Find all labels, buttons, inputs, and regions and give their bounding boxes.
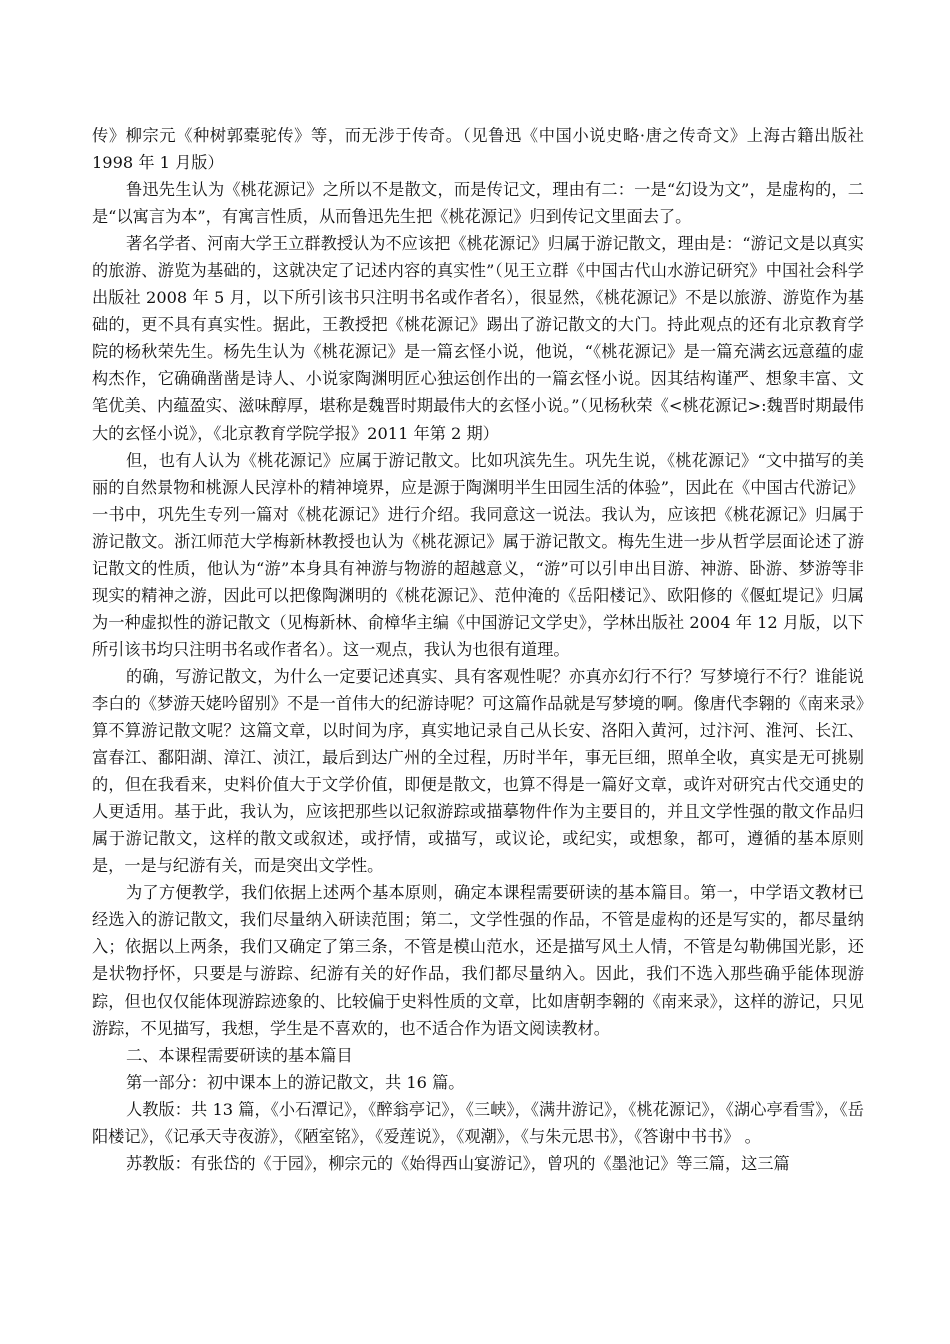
paragraph-3: 著名学者、河南大学王立群教授认为不应该把《桃花源记》归属于游记散文，理由是：“游记文是以真实的旅游、游览为基础的，这就决定了记述内容的真实性”（见王立群《中国古代山水游记研究》中国社会科学出版社 2008 年 5 月，以下所引该书只注明书名或作者名），很显然，《桃花源记》不是以旅游、游览作为基础的，更不具有真实性。据此，王教授把《桃花源记》踢出了游记散文的大门。持此观点的还有北京教育学院的杨秋荣先生。杨先生认为《桃花源记》是一篇玄怪小说，他说，“《桃花源记》是一篇充满玄远意蕴的虚构杰作，它确确凿凿是诗人、小说家陶渊明匠心独运创作出的一篇玄怪小说。因其结构谨严、想象丰富、文笔优美、内蕴盈实、滋味醇厚，堪称是魏晋时期最伟大的玄怪小说。”（见杨秋荣《<桃花源记>:魏晋时期最伟大的玄怪小说》，《北京教育学院学报》2011 年第 2 期） [92,234,864,443]
paragraph-5: 的确，写游记散文，为什么一定要记述真实、具有客观性呢？亦真亦幻行不行？写梦境行不行？谁能说李白的《梦游天姥吟留别》不是一首伟大的纪游诗呢？可这篇作品就是写梦境的啊。像唐代李翱的《南来录》算不算游记散文呢？这篇文章，以时间为序，真实地记录自己从长安、洛阳入黄河，过汴河、淮河、长江、富春江、鄱阳湖、漳江、浈江，最后到达广州的全过程，历时半年，事无巨细，照单全收，真实是无可挑剔的，但在我看来，史料价值大于文学价值，即便是散文，也算不得是一篇好文章，或许对研究古代交通史的人更适用。基于此，我认为，应该把那些以记叙游踪或描摹物件作为主要目的，并且文学性强的散文作品归属于游记散文，这样的散文或叙述，或抒情，或描写，或议论，或纪实，或想象，都可，遵循的基本原则是，一是与纪游有关，而是突出文学性。 [92,666,864,876]
paragraph-part-one: 第一部分：初中课本上的游记散文，共 16 篇。 [126,1072,465,1092]
paragraph-renjiao: 人教版：共 13 篇，《小石潭记》，《醉翁亭记》，《三峡》，《满井游记》，《桃花源记》，《湖心亭看雪》，《岳阳楼记》，《记承天寺夜游》，《陋室铭》，《爱莲说》，《观潮》，《与朱元思书》，《答谢中书书》 。 [92,1099,864,1146]
paragraph-6: 为了方便教学，我们依据上述两个基本原则，确定本课程需要研读的基本篇目。第一，中学语文教材已经选入的游记散文，我们尽量纳入研读范围；第二，文学性强的作品，不管是虚构的还是写实的，都尽量纳入；依据以上两条，我们又确定了第三条，不管是模山范水，还是描写风土人情，不管是勾勒佛国光影，还是状物抒怀，只要是与游踪、纪游有关的好作品，我们都尽量纳入。因此，我们不选入那些确乎能体现游踪，但也仅仅能体现游踪迹象的、比较偏于史料性质的文章，比如唐朝李翱的《南来录》，这样的游记，只见游踪，不见描写，我想，学生是不喜欢的，也不适合作为语文阅读教材。 [92,883,864,1038]
document-page [92,122,864,1177]
paragraph-2: 鲁迅先生认为《桃花源记》之所以不是散文，而是传记文，理由有二：一是“幻设为文”，是虚构的，二是“以寓言为本”，有寓言性质，从而鲁迅先生把《桃花源记》归到传记文里面去了。 [92,180,864,227]
paragraph-1: 传》柳宗元《种树郭橐驼传》等，而无涉于传奇。（见鲁迅《中国小说史略·唐之传奇文》上海古籍出版社 1998 年 1 月版） [92,126,864,173]
paragraph-sujiao: 苏教版：有张岱的《于园》，柳宗元的《始得西山宴游记》，曾巩的《墨池记》等三篇，这三篇 [126,1153,790,1173]
section-heading: 二、本课程需要研读的基本篇目 [126,1045,353,1065]
paragraph-4: 但，也有人认为《桃花源记》应属于游记散文。比如巩滨先生。巩先生说，《桃花源记》“文中描写的美丽的自然景物和桃源人民淳朴的精神境界，应是源于陶渊明半生田园生活的体验”，因此在《中国古代游记》一书中，巩先生专列一篇对《桃花源记》进行介绍。我同意这一说法。我认为，应该把《桃花源记》归属于游记散文。浙江师范大学梅新林教授也认为《桃花源记》属于游记散文。梅先生进一步从哲学层面论述了游记散文的性质，他认为“游”本身具有神游与物游的超越意义，“游”可以引申出目游、神游、卧游、梦游等非现实的精神之游，因此可以把像陶渊明的《桃花源记》、范仲淹的《岳阳楼记》、欧阳修的《偃虹堤记》归属为一种虚拟性的游记散文（见梅新林、俞樟华主编《中国游记文学史》，学林出版社 2004 年 12 月版，以下所引该书均只注明书名或作者名）。这一观点，我认为也很有道理。 [92,450,864,659]
